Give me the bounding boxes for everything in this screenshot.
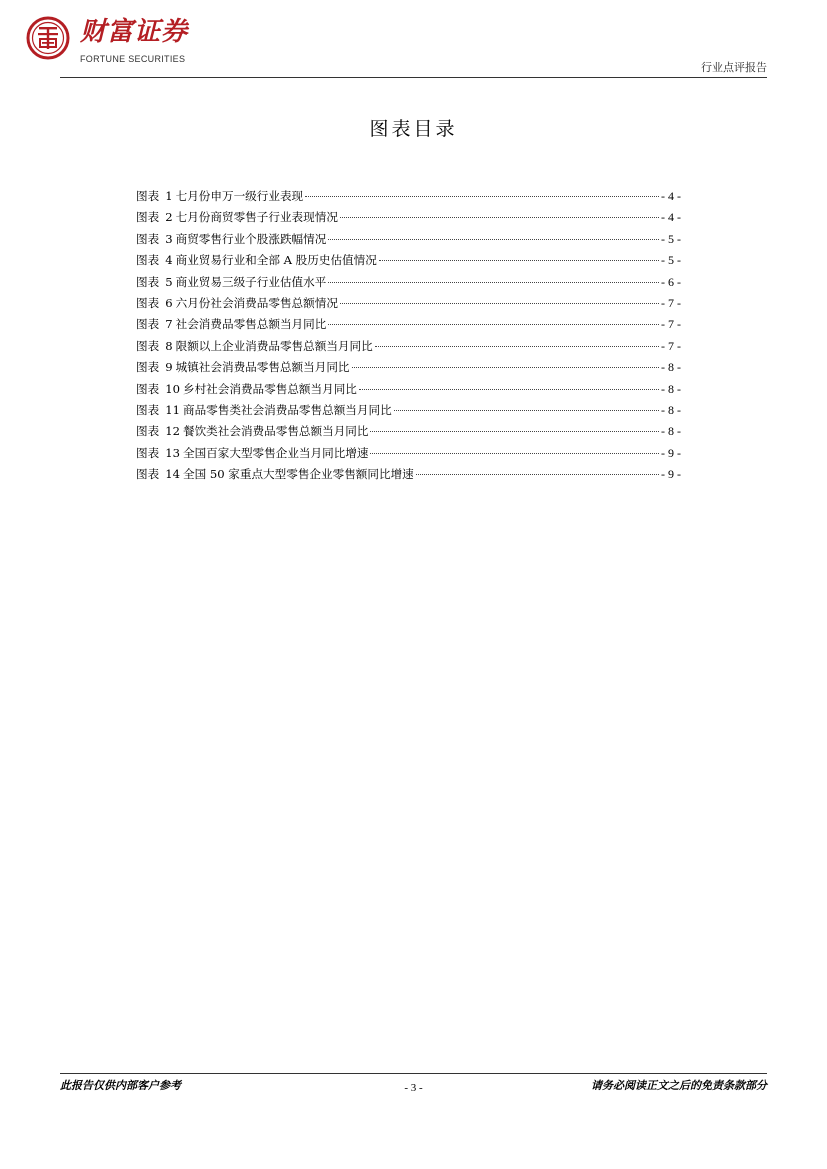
toc-entry-number: 6 [165, 295, 173, 310]
toc-dot-leader [328, 238, 659, 240]
fortune-securities-logo-icon [26, 16, 70, 60]
toc-entry-label: 图表 [136, 445, 160, 460]
toc-dot-leader [340, 216, 659, 218]
toc-entry-label: 图表 [136, 402, 160, 417]
toc-entry-label: 图表 [136, 360, 160, 375]
toc-dot-leader [305, 195, 659, 197]
toc-entry-title: 商品零售类社会消费品零售总额当月同比 [182, 402, 392, 417]
toc-entry-title: 商贸零售行业个股涨跌幅情况 [175, 231, 327, 246]
toc-entry-label: 图表 [136, 253, 160, 268]
toc-entry-number: 10 [165, 381, 180, 396]
toc-entry[interactable] [136, 336, 681, 357]
toc-dot-leader [379, 259, 659, 261]
toc-entry[interactable] [136, 400, 681, 421]
toc-entry-page: - 4 - [661, 210, 681, 225]
toc-entry-title: 城镇社会消费品零售总额当月同比 [175, 360, 350, 375]
toc-dot-leader [352, 366, 659, 368]
toc-entry-title: 七月份商贸零售子行业表现情况 [175, 210, 338, 225]
toc-dot-leader [375, 345, 659, 347]
toc-entry[interactable] [136, 272, 681, 293]
toc-entry[interactable] [136, 379, 681, 400]
toc-entry-title: 全国百家大型零售企业当月同比增速 [182, 445, 369, 460]
toc-entry-number: 3 [165, 231, 173, 246]
toc-entry[interactable] [136, 443, 681, 464]
logo-english-name: FORTUNE SECURITIES [80, 54, 186, 64]
toc-entry-label: 图表 [136, 231, 160, 246]
toc-entry-label: 图表 [136, 274, 160, 289]
toc-entry-page: - 5 - [661, 231, 681, 246]
toc-entry-page: - 4 - [661, 189, 681, 203]
toc-dot-leader [328, 281, 659, 283]
toc-entry-title: 餐饮类社会消费品零售总额当月同比 [182, 424, 369, 439]
toc-entry-title: 商业贸易行业和全部 A 股历史估值情况 [175, 253, 377, 268]
toc-entry-label: 图表 [136, 295, 160, 310]
footer-divider [60, 1073, 767, 1074]
toc-entry-title: 乡村社会消费品零售总额当月同比 [182, 381, 357, 396]
toc-dot-leader [370, 430, 659, 432]
toc-entry[interactable] [136, 464, 681, 485]
toc-entry-number: 8 [165, 338, 173, 353]
toc-list [136, 186, 681, 485]
toc-title: 图表目录 [369, 118, 458, 140]
page-number: - 3 - [404, 1082, 423, 1094]
toc-entry-label: 图表 [136, 381, 160, 396]
toc-entry-page: - 8 - [661, 381, 681, 396]
toc-entry[interactable] [136, 250, 681, 271]
toc-entry-number: 13 [165, 445, 180, 460]
toc-dot-leader [328, 323, 659, 325]
toc-entry[interactable] [136, 314, 681, 335]
toc-entry-number: 14 [165, 467, 180, 482]
toc-entry-number: 7 [165, 317, 173, 332]
toc-entry-page: - 7 - [661, 317, 681, 332]
toc-entry[interactable] [136, 421, 681, 442]
toc-entry-page: - 7 - [661, 295, 681, 310]
logo-chinese-name: 财富证券 [80, 17, 189, 47]
toc-entry-page: - 7 - [661, 338, 681, 353]
toc-entry-label: 图表 [136, 338, 160, 353]
toc-entry-title: 商业贸易三级子行业估值水平 [175, 274, 327, 289]
toc-entry-title: 六月份社会消费品零售总额情况 [175, 295, 338, 310]
toc-entry-number: 2 [165, 210, 173, 225]
toc-dot-leader [359, 388, 659, 390]
toc-entry-page: - 8 - [661, 402, 681, 417]
header-divider [60, 77, 767, 78]
toc-entry[interactable] [136, 293, 681, 314]
toc-entry[interactable] [136, 229, 681, 250]
toc-dot-leader [394, 409, 659, 411]
toc-entry-title: 限额以上企业消费品零售总额当月同比 [175, 338, 373, 353]
toc-entry-label: 图表 [136, 424, 160, 439]
toc-entry-number: 1 [165, 189, 173, 203]
footer-disclaimer-left: 此报告仅供内部客户参考 [60, 1079, 181, 1092]
page-header [0, 0, 827, 80]
toc-entry-number: 9 [165, 360, 173, 375]
toc-dot-leader [416, 473, 659, 475]
footer-disclaimer-right: 请务必阅读正文之后的免责条款部分 [591, 1079, 767, 1092]
toc-entry-page: - 9 - [661, 467, 681, 482]
toc-entry-title: 全国 50 家重点大型零售企业零售额同比增速 [182, 467, 414, 482]
toc-dot-leader [340, 302, 659, 304]
toc-entry-page: - 8 - [661, 360, 681, 375]
toc-entry-page: - 5 - [661, 253, 681, 268]
toc-entry-label: 图表 [136, 467, 160, 482]
toc-entry-title: 七月份申万一级行业表现 [175, 189, 304, 203]
toc-entry-title: 社会消费品零售总额当月同比 [175, 317, 327, 332]
toc-entry[interactable] [136, 186, 681, 207]
toc-entry-number: 5 [165, 274, 173, 289]
report-type-label: 行业点评报告 [701, 61, 767, 74]
toc-entry-label: 图表 [136, 189, 160, 203]
toc-entry-page: - 6 - [661, 274, 681, 289]
toc-entry-number: 12 [165, 424, 180, 439]
toc-dot-leader [370, 452, 659, 454]
toc-entry[interactable] [136, 357, 681, 378]
toc-entry-number: 11 [165, 402, 180, 417]
toc-entry-label: 图表 [136, 317, 160, 332]
toc-entry-label: 图表 [136, 210, 160, 225]
toc-entry-page: - 9 - [661, 445, 681, 460]
toc-entry-number: 4 [165, 253, 173, 268]
toc-entry[interactable] [136, 207, 681, 228]
toc-entry-page: - 8 - [661, 424, 681, 439]
